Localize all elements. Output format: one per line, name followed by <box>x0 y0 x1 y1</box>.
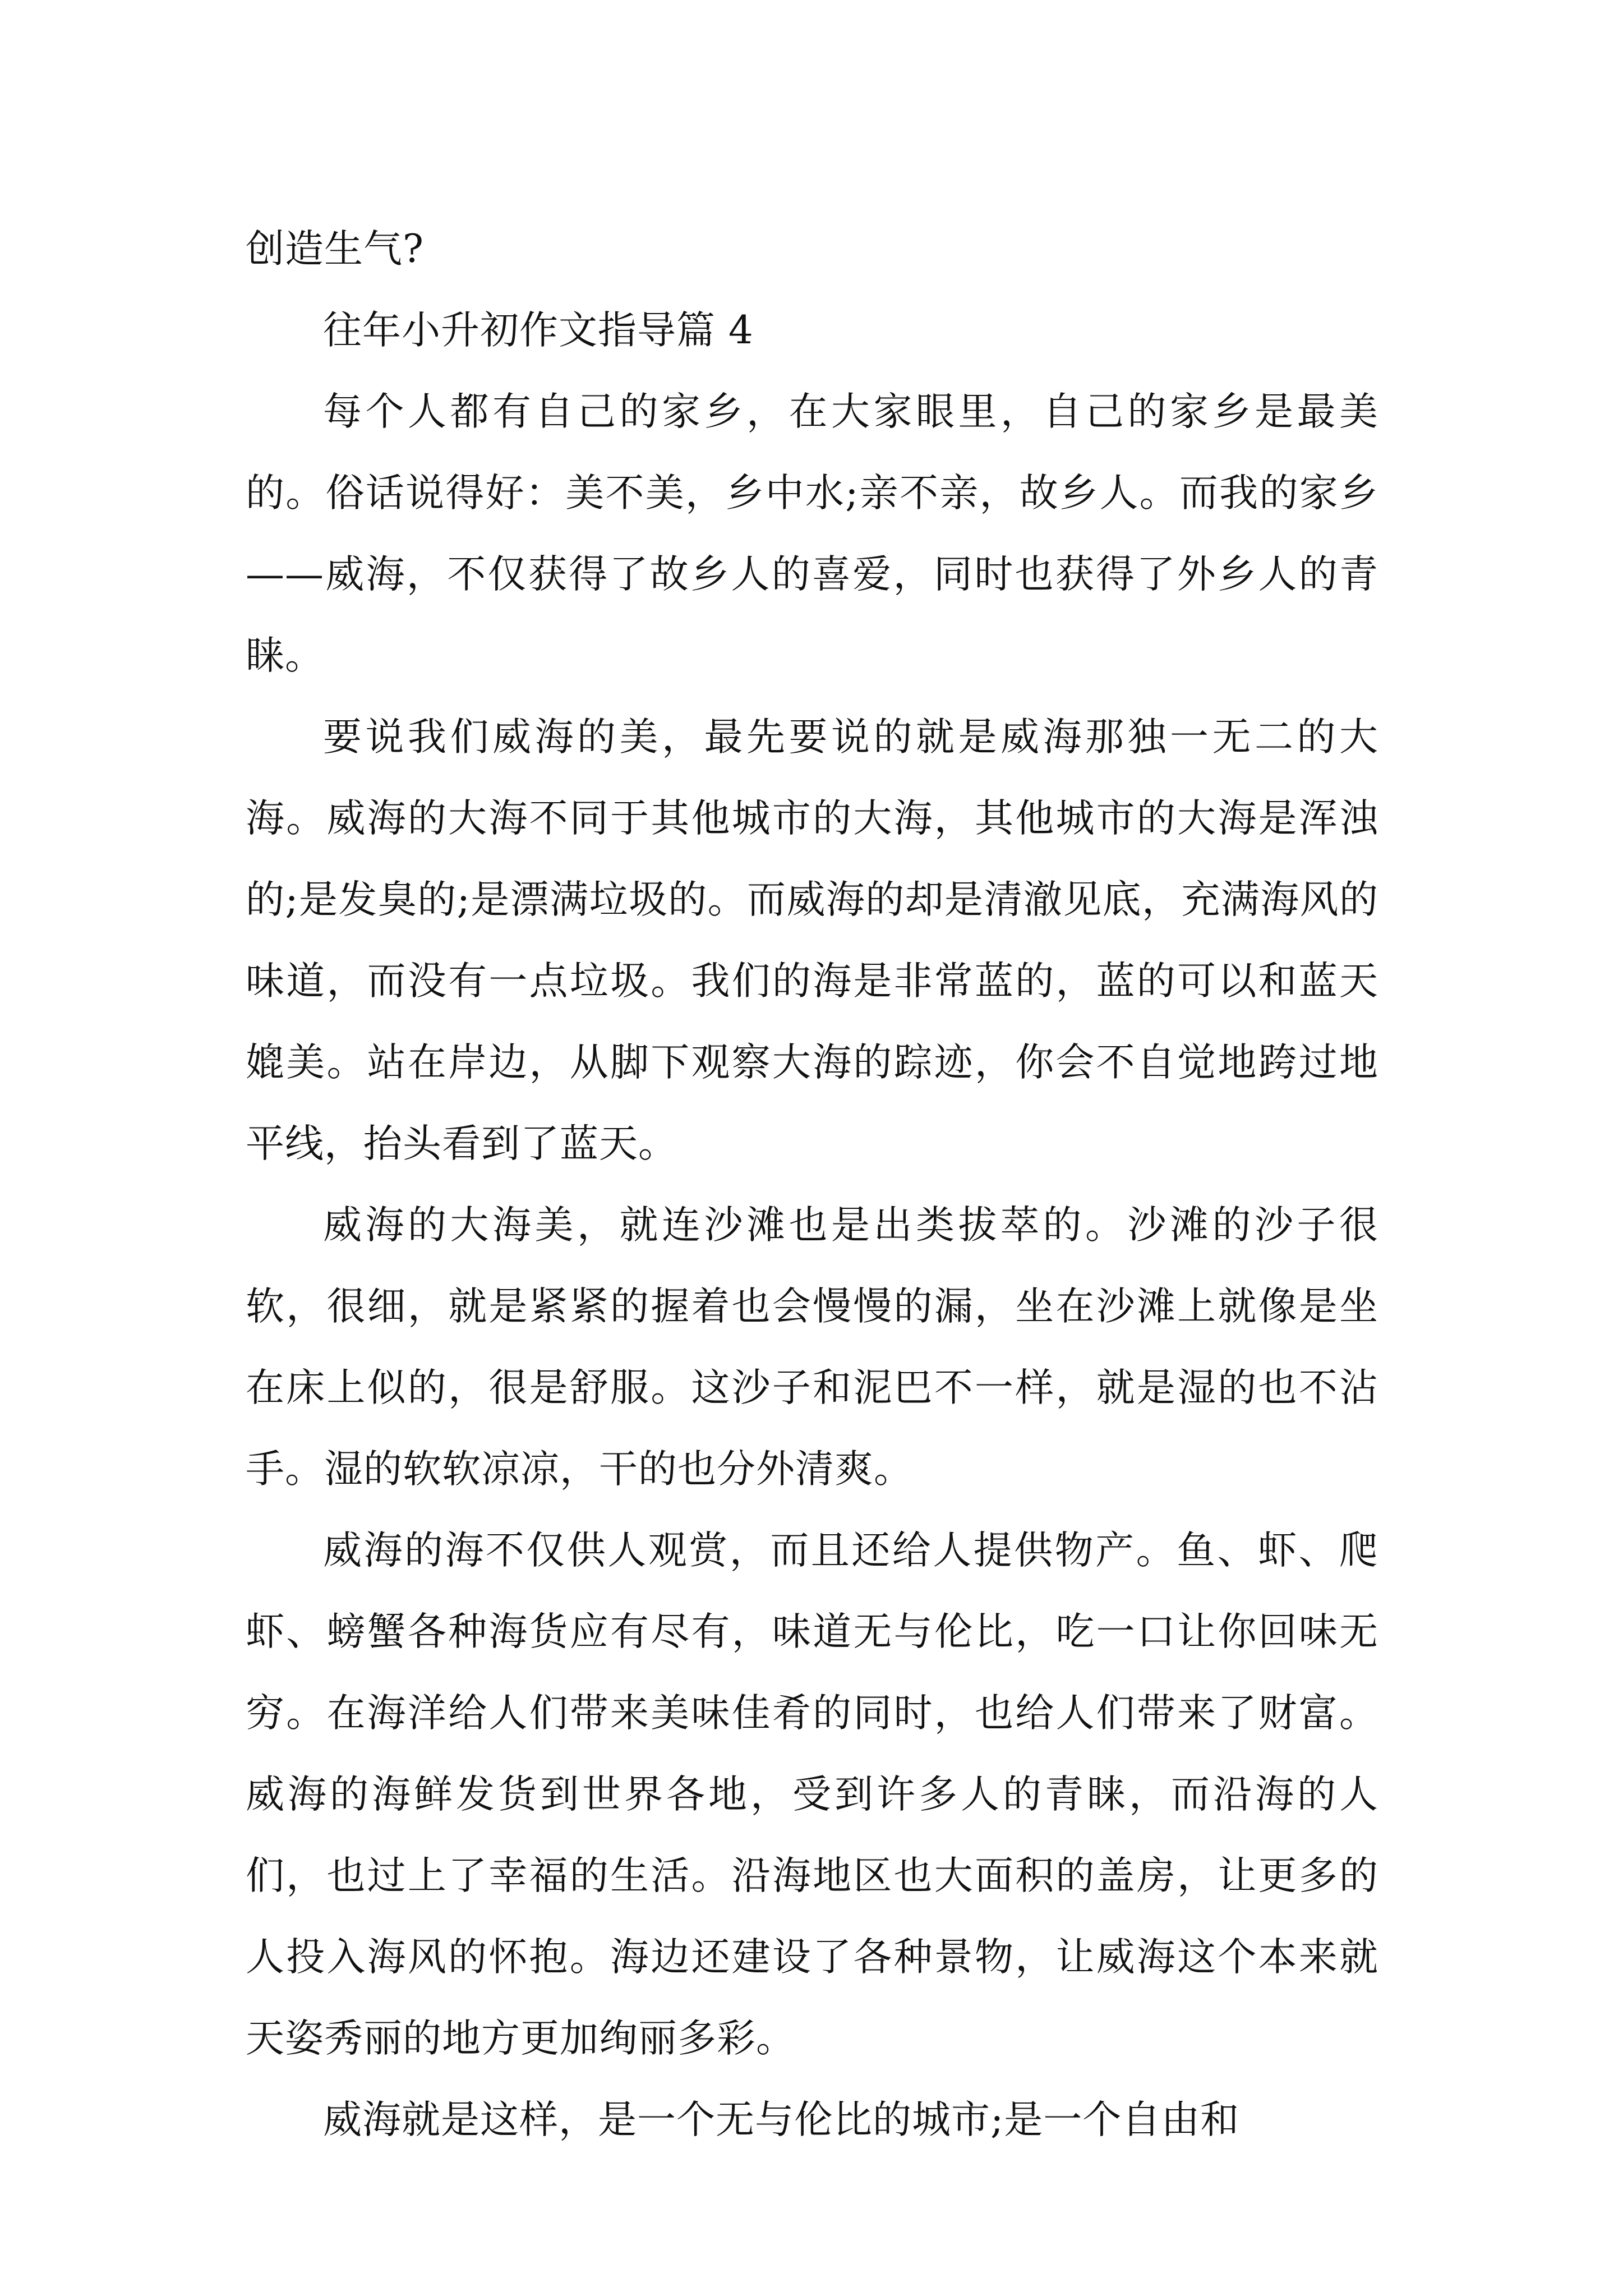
document-body <box>246 209 1378 2161</box>
lead-fragment: 创造生气? <box>246 227 424 272</box>
paragraph-2: 要说我们威海的美，最先要说的就是威海那独一无二的大海。威海的大海不同于其他城市的大海，其他城市的大海是浑浊的;是发臭的;是漂满垃圾的。而威海的却是清澈见底，充满海风的味道，而没有一点垃圾。我们的海是非常蓝的，蓝的可以和蓝天媲美。站在岸边，从脚下观察大海的踪迹，你会不自觉地跨过地平线，抬头看到了蓝天。 <box>246 715 1378 1166</box>
essay-heading: 往年小升初作文指导篇 4 <box>323 308 754 353</box>
paragraph-3: 威海的大海美，就连沙滩也是出类拔萃的。沙滩的沙子很软，很细，就是紧紧的握着也会慢慢的漏，坐在沙滩上就像是坐在床上似的，很是舒服。这沙子和泥巴不一样，就是湿的也不沾手。湿的软软凉凉，干的也分外清爽。 <box>246 1203 1378 1492</box>
paragraph-1: 每个人都有自己的家乡，在大家眼里，自己的家乡是最美的。俗话说得好：美不美，乡中水;亲不亲，故乡人。而我的家乡——威海，不仅获得了故乡人的喜爱，同时也获得了外乡人的青睐。 <box>246 389 1378 678</box>
paragraph-4: 威海的海不仅供人观赏，而且还给人提供物产。鱼、虾、爬虾、螃蟹各种海货应有尽有，味道无与伦比，吃一口让你回味无穷。在海洋给人们带来美味佳肴的同时，也给人们带来了财富。威海的海鲜发货到世界各地，受到许多人的青睐，而沿海的人们，也过上了幸福的生活。沿海地区也大面积的盖房，让更多的人投入海风的怀抱。海边还建设了各种景物，让威海这个本来就天姿秀丽的地方更加绚丽多彩。 <box>246 1528 1378 2061</box>
paragraph-5: 威海就是这样，是一个无与伦比的城市;是一个自由和 <box>323 2097 1240 2142</box>
